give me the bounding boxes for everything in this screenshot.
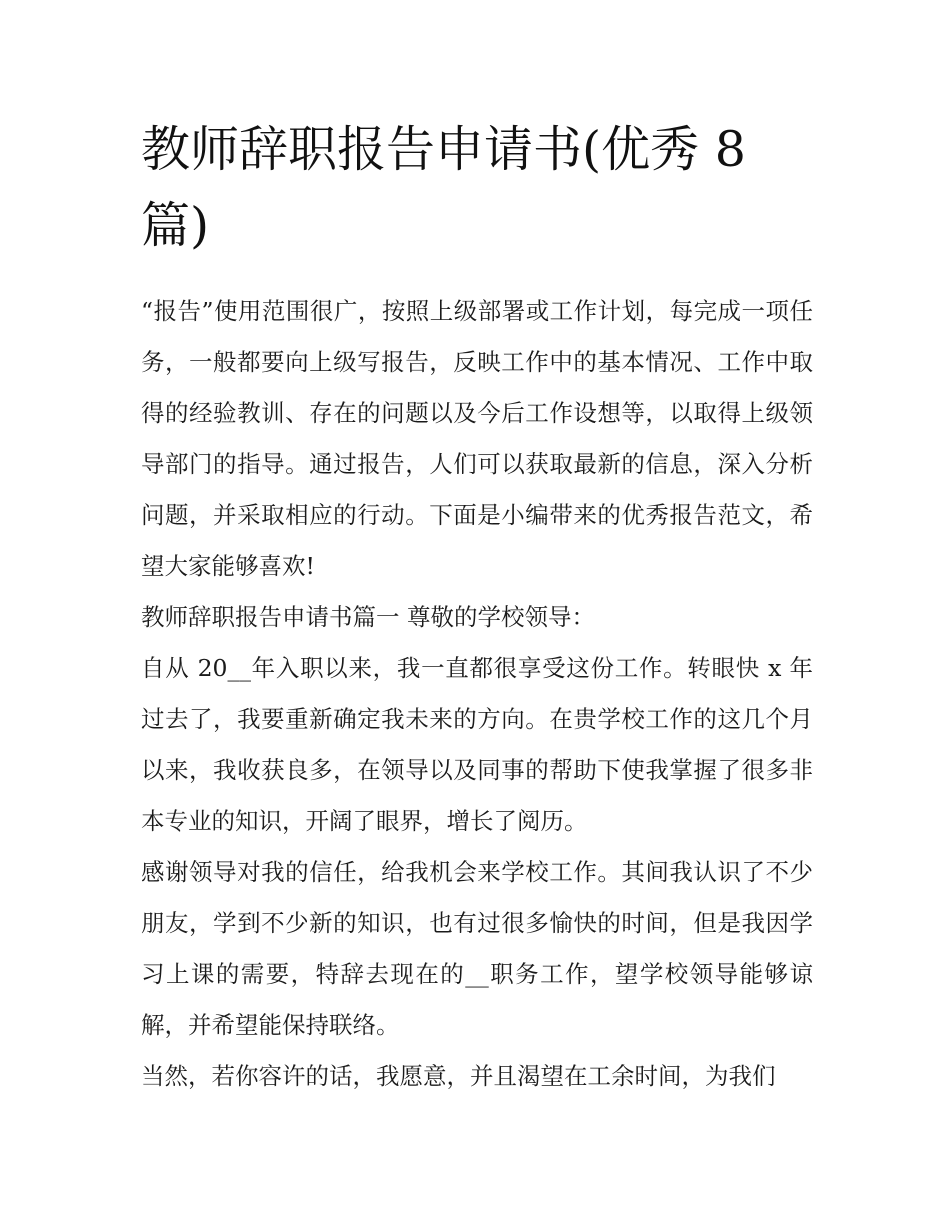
paragraph-since-joining: 自从 20__年入职以来，我一直都很享受这份工作。转眼快 x 年过去了，我要重新确定我未来的方向。在贵学校工作的这几个月以来，我收获良多，在领导以及同事的帮助下使我掌握了很多非本专业的知识，开阔了眼界，增长了阅历。 bbox=[141, 654, 813, 835]
document-body bbox=[141, 286, 813, 1102]
document-content bbox=[141, 112, 813, 1102]
document-title: 教师辞职报告申请书(优秀 8 篇) bbox=[141, 121, 746, 254]
paragraph-thanks: 感谢领导对我的信任，给我机会来学校工作。其间我认识了不少朋友，学到不少新的知识，也有过很多愉快的时间，但是我因学习上课的需要，特辞去现在的__职务工作，望学校领导能够谅解，并希望能保持联络。 bbox=[141, 858, 813, 1039]
paragraph-willing: 当然，若你容许的话，我愿意，并且渴望在工余时间，为我们 bbox=[141, 1062, 776, 1090]
paragraph-heading-salutation: 教师辞职报告申请书篇一 尊敬的学校领导： bbox=[141, 603, 595, 631]
paragraph-intro: “报告”使用范围很广，按照上级部署或工作计划，每完成一项任务，一般都要向上级写报告，反映工作中的基本情况、工作中取得的经验教训、存在的问题以及今后工作设想等，以取得上级领导部门的指导。通过报告，人们可以获取最新的信息，深入分析问题，并采取相应的行动。下面是小编带来的优秀报告范文，希望大家能够喜欢! bbox=[141, 297, 813, 580]
